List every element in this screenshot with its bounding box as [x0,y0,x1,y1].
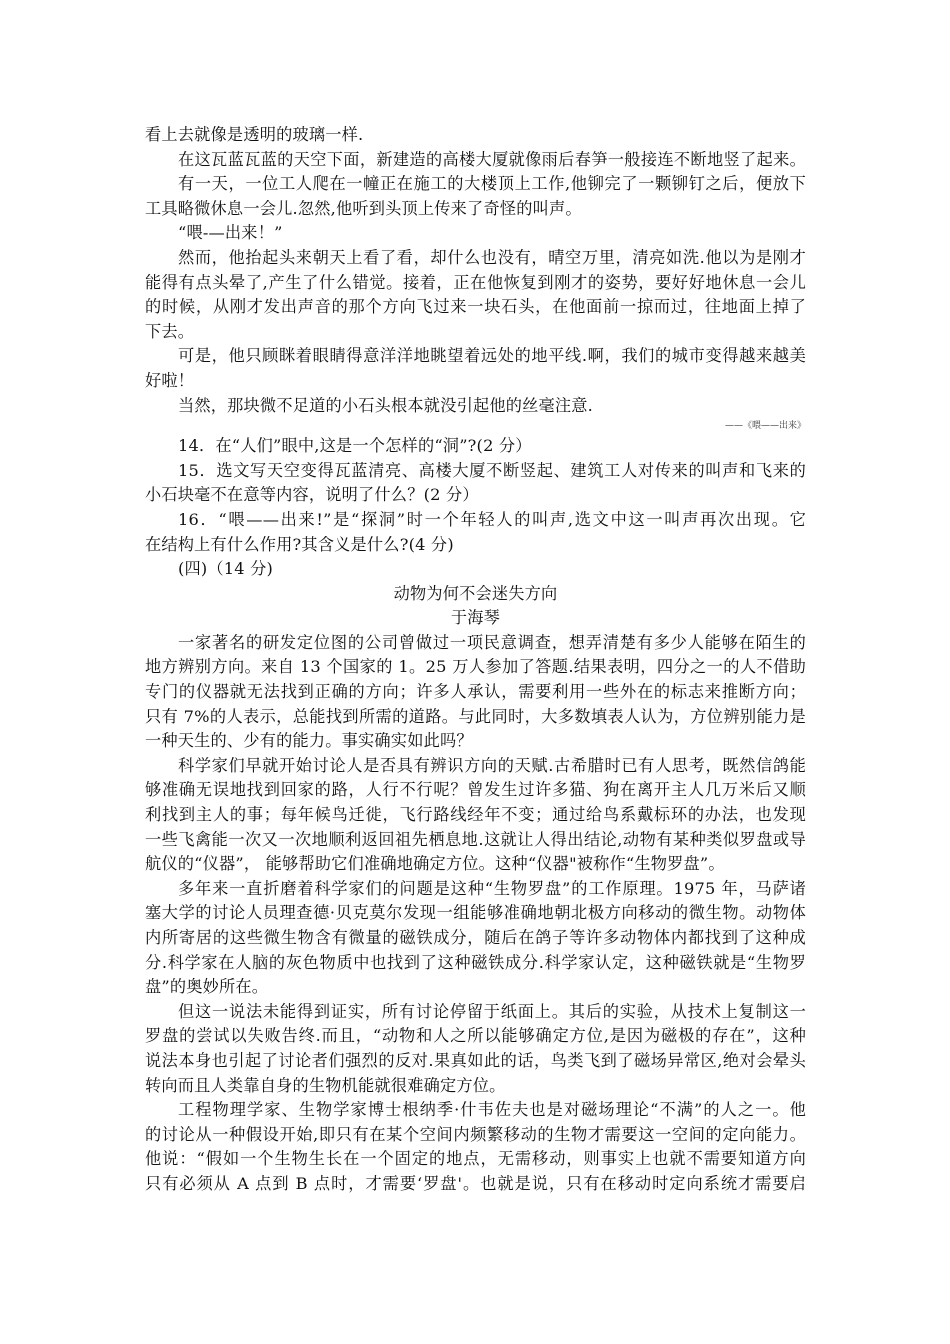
paragraph-line: 看上去就像是透明的玻璃一样. [145,125,364,144]
paragraph-line: 的讨论从一种假设开始,即只有在某个空间内频繁移动的生物才需要这一空间的定向能力。 [145,1124,806,1144]
paragraph-line: 罗盘的尝试以失败告终.而且，“动物和人之所以能够确定方位,是因为磁极的存在”，这种 [145,1026,806,1046]
paragraph-line: 在这瓦蓝瓦蓝的天空下面，新建造的高楼大厦就像雨后春笋一般接连不断地竖了起来。 [178,149,806,169]
question-list [145,434,806,557]
paragraph-line: 多年来一直折磨着科学家们的问题是这种“生物罗盘”的工作原理。1975 年，马萨诸 [178,878,806,898]
paragraph-line: 可是，他只顾眯着眼睛得意洋洋地眺望着远处的地平线.啊，我们的城市变得越来越美 [178,346,806,366]
article-title: 动物为何不会迷失方向 [393,583,558,603]
paragraph-line: 但这一说法未能得到证实，所有讨论停留于纸面上。其后的实验，从技术上复制这一 [178,1001,806,1021]
question-16: 16．“喂——出来!”是“探洞”时一个年轻人的叫声,选文中这一叫声再次出现。它 [178,509,806,529]
paragraph-line: 分.科学家在人脑的灰色物质中也找到了这种磁铁成分.科学家认定，这种磁铁就是“生物罗 [145,952,806,972]
question-14: 14．在“人们”眼中,这是一个怎样的“洞”?(2 分） [178,436,532,456]
question-15: 15．选文写天空变得瓦蓝清亮、高楼大厦不断竖起、建筑工人对传来的叫声和飞来的 [178,460,806,480]
paragraph-line: 只有 7%的人表示，总能找到所需的道路。与此同时，大多数填表人认为，方位辨别能力是 [145,706,806,726]
section-heading: (四)（14 分) [178,559,274,579]
paragraph-line: 当然，那块微不足道的小石头根本就没引起他的丝毫注意. [178,395,594,415]
paragraph-line: 专门的仪器就无法找到正确的方向；许多人承认，需要利用一些外在的标志来推断方向； [145,682,806,702]
paragraph-line: 工具略微休息一会儿.忽然,他听到头顶上传来了奇怪的叫声。 [145,198,582,218]
paragraph-line: 一些飞禽能一次又一次地顺利返回祖先栖息地.这就让人得出结论,动物有某种类似罗盘或导 [145,829,806,849]
paragraph-line: 一种天生的、少有的能力。事实确实如此吗？ [145,731,473,751]
source-citation: ——《喂——出来》 [724,421,806,432]
article-author: 于海琴 [450,608,501,628]
paragraph-line: 下去。 [145,321,195,341]
paragraph-line: 他说：“假如一个生物生长在一个固定的地点，无需移动，则事实上也就不需要知道方向 [145,1149,806,1169]
paragraph-line: 说法本身也引起了讨论者们强烈的反对.果真如此的话，鸟类飞到了磁场异常区,绝对会晕头 [145,1050,806,1070]
paragraph-line: 地方辨别方向。来自 13 个国家的 1。25 万人参加了答题.结果表明，四分之一的人不借助 [145,657,806,677]
paragraph-line: 好啦！ [145,370,195,390]
paragraph-line: 有一天，一位工人爬在一幢正在施工的大楼顶上工作,他铆完了一颗铆钉之后，便放下 [178,174,806,194]
paragraph-line: 盘”的奥妙所在。 [145,977,269,997]
paragraph-line: 能得有点头晕了,产生了什么错觉。接着，正在他恢复到刚才的姿势，要好好地休息一会儿 [145,272,806,292]
paragraph-line: 只有必须从 A 点到 B 点时，才需要‘罗盘'。也就是说，只有在移动时定向系统才需要启 [145,1173,806,1193]
paragraph-line: 的时候，从刚才发出声音的那个方向飞过来一块石头，在他面前一掠而过，往地面上掉了 [145,297,806,317]
paragraph-line: 科学家们早就开始讨论人是否具有辨识方向的天赋.古希腊时已有人思考，既然信鸽能 [178,755,806,775]
paragraph-line: 内所寄居的这些微生物含有微量的磁铁成分，随后在鸽子等许多动物体内都找到了这种成 [145,928,806,947]
document-page [145,123,806,1197]
passage-three [145,123,806,434]
paragraph-line: 航仪的“仪器”， 能够帮助它们准确地确定方位。这种“仪器"被称作“生物罗盘”。 [145,854,725,874]
question-16-cont: 在结构上有什么作用?其含义是什么?(4 分) [145,534,454,554]
paragraph-line: 转向而且人类靠自身的生物机能就很难确定方位。 [145,1075,506,1095]
paragraph-line: 利找到主人的事；每年候鸟迁徙，飞行路线经年不变；通过给鸟系戴标环的办法，也发现 [145,805,806,825]
paragraph-line: 够准确无误地找到回家的路，人行不行呢？曾发生过许多猫、狗在离开主人几万米后又顺 [145,780,806,800]
question-15-cont: 小石块毫不在意等内容，说明了什么？(2 分） [145,485,479,505]
paragraph-line: 然而，他抬起头来朝天上看了看，却什么也没有，晴空万里，清亮如洗.他以为是刚才 [178,247,806,267]
paragraph-line: 塞大学的讨论人员理查德·贝克莫尔发现一组能够准确地朝北极方向移动的微生物。动物体 [145,903,806,923]
paragraph-line: 工程物理学家、生物学家博士根纳季·什韦佐夫也是对磁场理论“不满”的人之一。他 [178,1100,806,1120]
dialogue-line: “喂-—出来！” [178,223,283,243]
paragraph-line: 一家著名的研发定位图的公司曾做过一项民意调查，想弄清楚有多少人能够在陌生的 [178,632,806,652]
section-four [145,557,806,1196]
